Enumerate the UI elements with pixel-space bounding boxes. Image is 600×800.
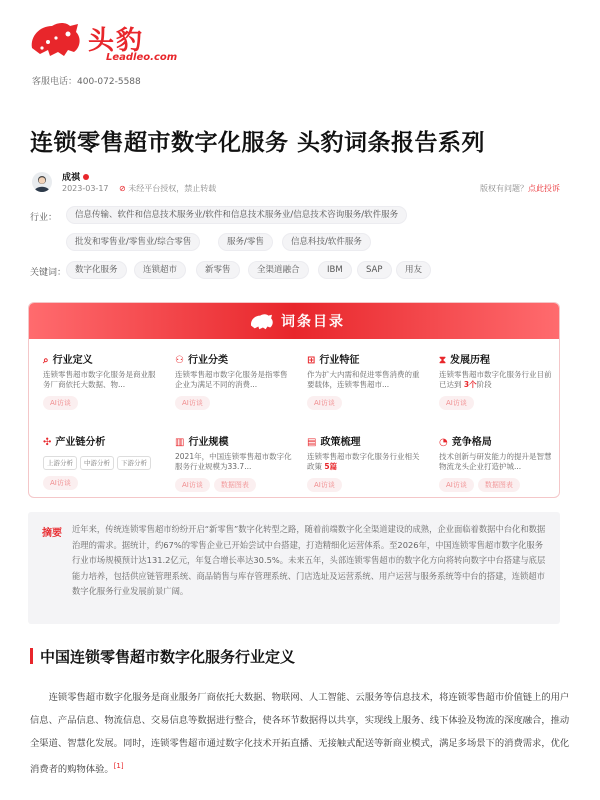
page-title: 连锁零售超市数字化服务 头豹词条报告系列 [30,130,486,156]
leadleo-logo[interactable] [28,14,178,70]
history-steps-icon: ⧗ [439,355,447,366]
data-chart-pill[interactable]: 数据图表 [214,478,256,492]
industry-tag[interactable]: 信息科技/软件服务 [282,233,371,251]
verified-badge-icon [83,174,89,180]
toc-item-chain[interactable]: ✣ 产业链分析 上游分析 中游分析 下游分析 AI访谈 [43,433,161,490]
leopard-logo-icon [249,312,275,332]
toc-card [28,302,560,498]
keyword-tag[interactable]: 数字化服务 [66,261,127,279]
data-chart-pill[interactable]: 数据图表 [478,478,520,492]
keyword-tag[interactable]: IBM [318,261,352,279]
keyword-tag[interactable]: 用友 [396,261,431,279]
upstream-chip[interactable]: 上游分析 [43,456,77,470]
keywords-label: 关键词： [30,268,67,278]
section-title: 中国连锁零售超市数字化服务行业定义 [40,648,296,666]
keyword-tag[interactable]: 连锁超市 [134,261,186,279]
industry-label: 行业： [30,213,58,223]
keyword-tag[interactable]: SAP [357,261,392,279]
toc-item-policy[interactable]: ▤ 政策梳理 连锁零售超市数字化服务行业相关政策 5篇 AI访谈 [307,433,425,492]
ai-interview-pill[interactable]: AI访谈 [439,396,474,410]
abstract-box [28,512,560,624]
toc-item-history[interactable]: ⧗ 发展历程 连锁零售超市数字化服务行业目前已达到 3个阶段 AI访谈 [439,351,557,410]
reprint-warning: 未经平台授权，禁止转载 [128,184,217,193]
hierarchy-icon: ⚇ [175,355,184,366]
search-chart-icon: ⌕ [43,355,49,366]
toc-item-definition[interactable]: ⌕ 行业定义 连锁零售超市数字化服务是商业服务厂商依托大数据、物... AI访谈 [43,351,161,410]
toc-title: 词条目录 [281,314,345,330]
copyright-question: 版权有问题？ [480,184,528,193]
midstream-chip[interactable]: 中游分析 [80,456,114,470]
author-name[interactable]: 成祺 [62,170,89,183]
industry-tag[interactable]: 批发和零售业/零售业/综合零售 [66,233,200,251]
industry-tag[interactable]: 服务/零售 [218,233,273,251]
toc-item-classification[interactable]: ⚇ 行业分类 连锁零售超市数字化服务是指零售企业为满足不同的消费... AI访谈 [175,351,293,410]
section-body: 连锁零售超市数字化服务是商业服务厂商依托大数据、物联网、人工智能、云服务等信息技术，将连锁零售超市价值链上的用户信息、产品信息、物流信息、交易信息等数据进行整合，使各环节数据得以共享，实现线上服务、线下体验及物流的深度融合，推动全渠道、智慧化发展。同时，连锁零售超市通过数字化技术开拓直播、无接触式配送等新商业模式，满足多场景下的消费需求，优化消费者的购物体验。[1] [30,692,570,776]
service-hotline: 客服电话：400-072-5588 [32,77,141,87]
toc-item-competition[interactable]: ◔ 竞争格局 技术创新与研发能力的提升是智慧物流龙头企业打造护城... AI访谈 数据图表 [439,433,557,492]
ai-interview-pill[interactable]: AI访谈 [175,396,210,410]
reference-link[interactable]: [1] [113,762,124,770]
publish-meta [62,183,216,194]
logo-text-en: Leadleo.com [106,52,178,63]
ai-interview-pill[interactable]: AI访谈 [43,476,78,490]
pie-chart-icon: ◔ [439,437,448,448]
downstream-chip[interactable]: 下游分析 [117,456,151,470]
ai-interview-pill[interactable]: AI访谈 [175,478,210,492]
ai-interview-pill[interactable]: AI访谈 [307,478,342,492]
toc-item-scale[interactable]: ▥ 行业规模 2021年，中国连锁零售超市数字化服务行业规模为33.7... AI访谈 数据图表 [175,433,293,492]
abstract-text: 近年来，传统连锁零售超市纷纷开启“新零售”数字化转型之路，随着前端数字化全渠道建设的成熟，企业面临着数据中台化和数据治理的需求。据统计，约67%的零售企业已开始尝试中台搭建，打造精细化运营体系。至2026年，中国连锁零售超市数字化服务行业市场规模预计达131.2亿元，年复合增长率达30.5%。未来五年，头部连锁零售超市的数字化方向将转向数字中台搭建与底层能力培养，包括供应链管理系统、商品销售与库存管理系统、门店选址及运营系统、用户运营与服务系统等中台的搭建，连锁超市数字化服务行业发展前景广阔。 [72,524,546,596]
copyright-complaint [480,183,560,194]
report-link[interactable]: 点此投诉 [528,184,560,193]
section-accent-bar [30,648,33,664]
keyword-tag[interactable]: 全渠道融合 [248,261,309,279]
avatar[interactable] [32,172,52,192]
abstract-label: 摘要 [42,528,62,539]
logo-text-cn: 头豹 [88,26,145,56]
keyword-tag[interactable]: 新零售 [196,261,240,279]
person-icon [32,172,52,192]
publish-date: 2023-03-17 [62,184,109,193]
feature-grid-icon: ⊞ [307,355,316,366]
industry-tag[interactable]: 信息传输、软件和信息技术服务业/软件和信息技术服务业/信息技术咨询服务/软件服务 [66,206,407,224]
policy-doc-icon: ▤ [307,437,317,448]
bar-chart-icon: ▥ [175,437,185,448]
toc-header [29,303,559,339]
ai-interview-pill[interactable]: AI访谈 [43,396,78,410]
ai-interview-pill[interactable]: AI访谈 [307,396,342,410]
ai-interview-pill[interactable]: AI访谈 [439,478,474,492]
leopard-logo-icon [28,18,84,62]
no-reprint-icon: ⊘ [119,184,126,193]
chain-nodes-icon: ✣ [43,437,52,448]
toc-item-features[interactable]: ⊞ 行业特征 作为扩大内需和促进零售消费的重要载体，连锁零售超市... AI访谈 [307,351,425,410]
